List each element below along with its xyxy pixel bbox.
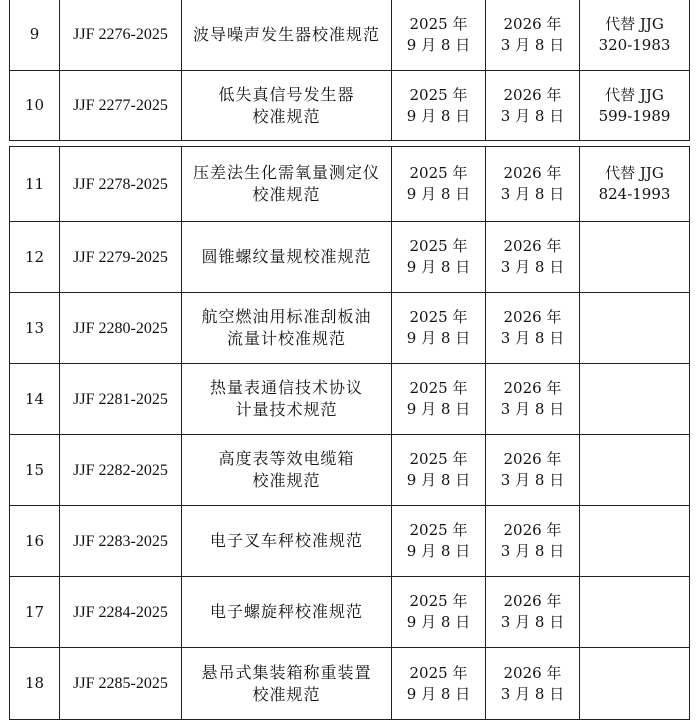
effective-date-line: 3 月 8 日 [500, 185, 565, 203]
issue-date [392, 506, 486, 577]
effective-date [486, 364, 580, 435]
effective-date-line: 2026 年 [503, 237, 562, 255]
replacement-note [580, 71, 690, 141]
issue-date-line: 9 月 8 日 [406, 329, 471, 347]
issue-date [392, 577, 486, 648]
standard-name [182, 506, 392, 577]
row-number: 13 [10, 293, 60, 364]
issue-date [392, 0, 486, 71]
row-number: 9 [10, 0, 60, 71]
issue-date [392, 293, 486, 364]
standard-name-line: 压差法生化需氧量测定仪 [192, 163, 380, 182]
issue-date-line: 9 月 8 日 [406, 106, 471, 125]
standard-name-line: 低失真信号发生器 [218, 84, 355, 104]
effective-date [486, 435, 580, 506]
row-number: 15 [10, 435, 60, 506]
effective-date-line: 2026 年 [503, 663, 562, 682]
standard-code: JJF 2278-2025 [60, 147, 182, 222]
issue-date-line: 2025 年 [409, 237, 468, 255]
effective-date [486, 0, 580, 71]
row-number: 18 [10, 648, 60, 720]
standard-code: JJF 2276-2025 [60, 0, 182, 71]
effective-date [486, 293, 580, 364]
effective-date-line: 2026 年 [503, 85, 562, 104]
effective-date-line: 2026 年 [503, 14, 562, 33]
effective-date-line: 2026 年 [503, 592, 562, 610]
replacement-note-line: 代替 JJG [605, 164, 664, 182]
effective-date-line: 3 月 8 日 [500, 329, 565, 347]
issue-date-line: 2025 年 [409, 450, 468, 468]
standard-name-line: 校准规范 [252, 185, 321, 204]
issue-date-line: 9 月 8 日 [406, 684, 471, 703]
replacement-note [580, 0, 690, 71]
table-row [10, 222, 690, 293]
standard-code: JJF 2280-2025 [60, 293, 182, 364]
standard-name [182, 364, 392, 435]
issue-date-line: 2025 年 [409, 592, 468, 610]
standard-code: JJF 2283-2025 [60, 506, 182, 577]
effective-date-line: 3 月 8 日 [500, 400, 565, 418]
effective-date-line: 2026 年 [503, 521, 562, 539]
standard-code: JJF 2285-2025 [60, 648, 182, 720]
standard-name [182, 293, 392, 364]
standard-name-line: 圆锥螺纹量规校准规范 [201, 247, 372, 266]
effective-date-line: 3 月 8 日 [500, 542, 565, 560]
table-row [10, 577, 690, 648]
replacement-note [580, 577, 690, 648]
replacement-note [580, 147, 690, 222]
standard-name-line: 电子螺旋秤校准规范 [209, 602, 363, 621]
effective-date [486, 577, 580, 648]
standard-code: JJF 2277-2025 [60, 71, 182, 141]
effective-date [486, 222, 580, 293]
standard-name-line: 流量计校准规范 [226, 329, 346, 348]
row-number: 10 [10, 71, 60, 141]
replacement-note [580, 435, 690, 506]
standard-name-line: 校准规范 [252, 471, 321, 490]
standard-name [182, 0, 392, 71]
effective-date [486, 71, 580, 141]
standard-name-line: 高度表等效电缆箱 [218, 449, 355, 468]
issue-date [392, 435, 486, 506]
standard-name [182, 71, 392, 141]
issue-date-line: 9 月 8 日 [406, 35, 471, 54]
standard-name [182, 648, 392, 720]
issue-date-line: 2025 年 [409, 14, 468, 33]
effective-date-line: 2026 年 [503, 450, 562, 468]
replacement-note [580, 648, 690, 720]
effective-date-line: 2026 年 [503, 164, 562, 182]
issue-date [392, 147, 486, 222]
replacement-note-line: 代替 JJG [605, 14, 664, 33]
standard-name [182, 577, 392, 648]
table-row [10, 293, 690, 364]
replacement-note-line: 代替 JJG [605, 85, 664, 104]
effective-date [486, 147, 580, 222]
issue-date-line: 9 月 8 日 [406, 471, 471, 489]
effective-date [486, 506, 580, 577]
table-row [10, 71, 690, 141]
issue-date-line: 9 月 8 日 [406, 400, 471, 418]
replacement-note [580, 222, 690, 293]
replacement-note-line: 320-1983 [598, 35, 671, 54]
issue-date-line: 9 月 8 日 [406, 613, 471, 631]
issue-date-line: 2025 年 [409, 521, 468, 539]
effective-date-line: 3 月 8 日 [500, 471, 565, 489]
standard-name [182, 147, 392, 222]
effective-date-line: 2026 年 [503, 308, 562, 326]
row-number: 16 [10, 506, 60, 577]
table-row [10, 0, 690, 71]
standard-code: JJF 2279-2025 [60, 222, 182, 293]
issue-date-line: 2025 年 [409, 663, 468, 682]
issue-date-line: 9 月 8 日 [406, 185, 471, 203]
effective-date-line: 2026 年 [503, 379, 562, 397]
standard-name [182, 435, 392, 506]
issue-date-line: 9 月 8 日 [406, 542, 471, 560]
standard-code: JJF 2284-2025 [60, 577, 182, 648]
issue-date-line: 2025 年 [409, 85, 468, 104]
row-number: 12 [10, 222, 60, 293]
row-number: 11 [10, 147, 60, 222]
standard-name-line: 计量技术规范 [235, 400, 338, 419]
effective-date-line: 3 月 8 日 [500, 106, 565, 125]
issue-date-line: 9 月 8 日 [406, 258, 471, 276]
effective-date-line: 3 月 8 日 [500, 613, 565, 631]
effective-date-line: 3 月 8 日 [500, 35, 565, 54]
standards-table-part2 [9, 146, 690, 720]
standards-table-part1 [9, 0, 690, 141]
issue-date-line: 2025 年 [409, 379, 468, 397]
issue-date [392, 648, 486, 720]
replacement-note-line: 599-1989 [598, 106, 671, 125]
issue-date [392, 222, 486, 293]
standard-name-line: 悬吊式集装箱称重装置 [201, 662, 372, 682]
replacement-note [580, 364, 690, 435]
standard-name [182, 222, 392, 293]
replacement-note [580, 506, 690, 577]
standard-name-line: 校准规范 [252, 684, 321, 704]
row-number: 17 [10, 577, 60, 648]
table-row [10, 506, 690, 577]
issue-date [392, 71, 486, 141]
standard-code: JJF 2281-2025 [60, 364, 182, 435]
effective-date-line: 3 月 8 日 [500, 684, 565, 703]
row-number: 14 [10, 364, 60, 435]
table-row [10, 147, 690, 222]
standard-code: JJF 2282-2025 [60, 435, 182, 506]
effective-date-line: 3 月 8 日 [500, 258, 565, 276]
standard-name-line: 航空燃油用标准刮板油 [201, 307, 372, 326]
table-row [10, 364, 690, 435]
standard-name-line: 校准规范 [252, 106, 321, 126]
standard-name-line: 波导噪声发生器校准规范 [192, 24, 380, 44]
issue-date [392, 364, 486, 435]
issue-date-line: 2025 年 [409, 308, 468, 326]
standard-name-line: 热量表通信技术协议 [209, 378, 363, 397]
table-row [10, 648, 690, 720]
replacement-note-line: 824-1993 [598, 185, 671, 203]
standard-name-line: 电子叉车秤校准规范 [209, 531, 363, 550]
replacement-note [580, 293, 690, 364]
effective-date [486, 648, 580, 720]
table-row [10, 435, 690, 506]
issue-date-line: 2025 年 [409, 164, 468, 182]
